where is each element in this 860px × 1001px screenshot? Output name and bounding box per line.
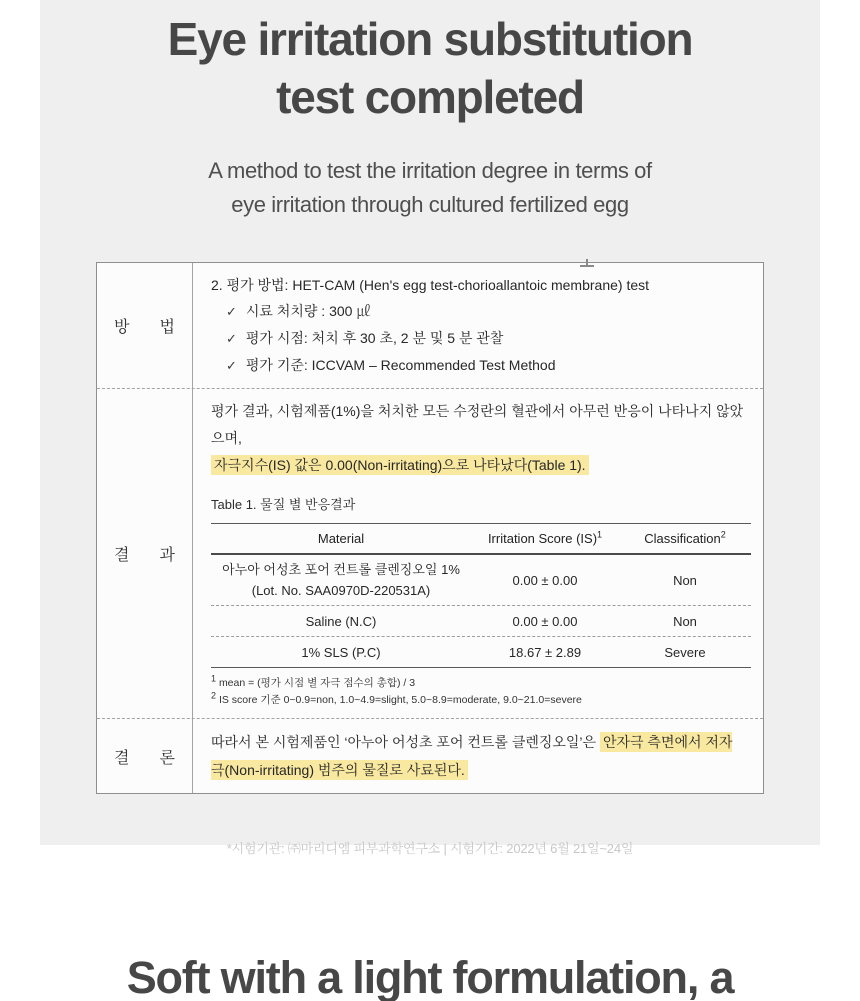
table-footnotes	[211, 675, 751, 709]
section-subtitle	[40, 154, 820, 222]
table-row	[211, 637, 751, 668]
conclusion-label-char2: 론	[159, 749, 175, 767]
conclusion-row-content	[193, 719, 763, 793]
result-label-char1: 결	[114, 547, 130, 564]
result-row-label	[97, 389, 193, 718]
header-material	[211, 526, 471, 552]
cell-score: 0.00 ± 0.00	[512, 572, 578, 588]
method-heading: 2. 평가 방법: HET-CAM (Hen's egg test-chorioallantoic membrane) test	[211, 277, 650, 293]
conclusion-text: 따라서 본 시험제품인 ‘아누아 어성초 포어 컨트롤 클렌징오일’은	[211, 734, 600, 750]
section-title-line1: Eye irritation substitution	[167, 13, 693, 65]
materials-table-header-row	[211, 524, 751, 555]
table-row	[211, 555, 751, 606]
header-classification-sup: 2	[720, 529, 726, 540]
conclusion-row-label	[97, 719, 193, 793]
header-material-text: Material	[317, 530, 365, 546]
method-item-text: 평가 기준: ICCVAM – Recommended Test Method	[245, 357, 556, 373]
cell-score: 18.67 ± 2.89	[508, 644, 582, 660]
cell-classification: Non	[673, 572, 697, 588]
check-icon: ✓	[226, 331, 237, 346]
test-report-table	[96, 262, 764, 794]
method-item	[211, 325, 745, 352]
scan-artifact	[580, 258, 594, 267]
footnote-1	[211, 675, 751, 692]
test-institution-caption: *시험기관: ㈜마리디엠 피부과학연구소 | 시험기간: 2022년 6월 21일~24일	[226, 841, 634, 856]
result-text-line1: 평가 결과, 시험제품(1%)을 처치한 모든 수정란의 혈관에서 아무런 반응이 나타나지 않았으며,	[211, 403, 744, 446]
method-item	[211, 352, 745, 379]
section-subtitle-line2: eye irritation through cultured fertilized egg	[231, 192, 629, 217]
header-classification-text: Classification	[644, 530, 721, 546]
conclusion-highlighted-text: 안자극 측면에서 저자극(Non-irritating) 범주의 물질로 사료된다.	[211, 734, 733, 778]
section-title-line2: test completed	[276, 71, 584, 123]
gray-section-panel	[40, 0, 820, 856]
materials-table	[211, 523, 751, 668]
header-irritation-score-text: Irritation Score (IS)	[487, 530, 598, 546]
result-row-content	[193, 389, 769, 718]
section-title	[40, 0, 820, 126]
report-row-result	[97, 388, 763, 718]
cell-score: 0.00 ± 0.00	[512, 613, 578, 629]
cell-material: Saline (N.C)	[305, 613, 377, 629]
header-irritation-score-sup: 1	[597, 529, 603, 540]
header-classification	[619, 526, 751, 552]
result-highlighted-text: 자극지수(IS) 값은 0.00(Non-irritating)으로 나타났다(Table 1).	[211, 455, 589, 475]
method-item-text: 평가 시점: 처치 후 30 초, 2 분 및 5 분 관찰	[245, 330, 504, 346]
method-row-content	[193, 263, 763, 388]
check-icon: ✓	[226, 358, 237, 373]
section-subtitle-line1: A method to test the irritation degree in terms of	[208, 158, 652, 183]
next-section-heading: Soft with a light formulation, a	[126, 952, 734, 1001]
method-label-char1: 방	[114, 319, 130, 336]
check-icon: ✓	[226, 304, 237, 319]
cell-material	[211, 559, 471, 601]
method-label-char2: 법	[159, 319, 175, 336]
cell-material: 1% SLS (P.C)	[301, 644, 381, 660]
report-row-method	[97, 263, 763, 388]
result-text-line2	[211, 452, 751, 479]
material-lot-no: (Lot. No. SAA0970D-220531A)	[251, 583, 431, 598]
footnote-2	[211, 692, 751, 709]
material-name: 아누아 어성초 포어 컨트롤 클렌징오일 1%	[222, 562, 460, 577]
method-item-text: 시료 처치량 : 300 ㎕	[245, 303, 371, 319]
footnote-2-text: IS score 기준 0~0.9=non, 1.0~4.9=slight, 5.0~8.9=moderate, 9.0~21.0=severe	[218, 694, 582, 706]
result-label-char2: 과	[159, 547, 175, 564]
table-row	[211, 606, 751, 637]
conclusion-label-char1: 결	[114, 749, 130, 767]
inner-table-caption: Table 1. 물질 별 반응결과	[211, 497, 356, 512]
method-row-label	[97, 263, 193, 388]
method-item	[211, 298, 745, 325]
footnote-1-text: mean = (평가 시점 별 자극 점수의 총합) / 3	[218, 677, 416, 689]
cell-classification: Non	[673, 613, 697, 629]
footnote-2-sup: 2	[211, 690, 217, 701]
report-row-conclusion	[97, 718, 763, 793]
footnote-1-sup: 1	[211, 673, 217, 684]
cell-classification: Severe	[664, 644, 706, 660]
header-irritation-score	[471, 526, 619, 552]
